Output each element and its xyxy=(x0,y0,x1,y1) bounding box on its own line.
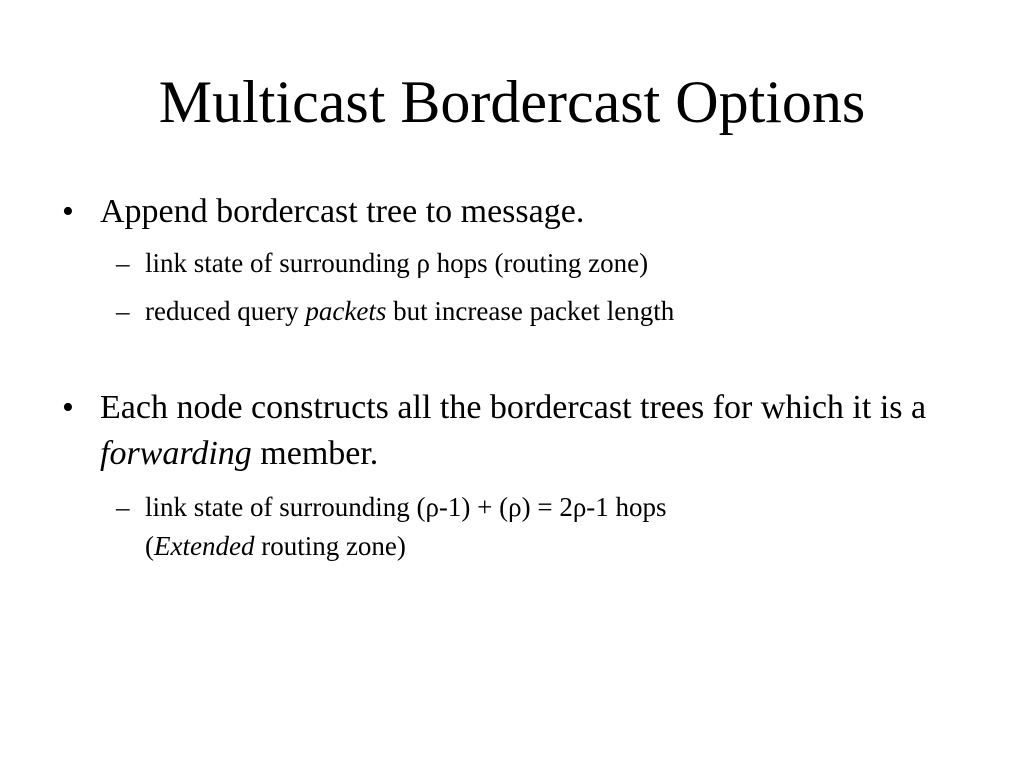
sub-bullet-marker: – xyxy=(116,492,130,522)
sub-bullet-text-end: routing zone) xyxy=(254,531,406,561)
bullet-marker: • xyxy=(62,389,74,426)
sub-bullet-text-start: ( xyxy=(145,531,154,561)
sub-bullet-marker: – xyxy=(116,296,130,326)
emphasis-text: packets xyxy=(305,296,387,326)
sub-bullet-marker: – xyxy=(116,248,130,278)
bullet-text xyxy=(100,385,930,477)
bullet-text: Append bordercast tree to message. xyxy=(100,193,585,230)
sub-bullet-line-1: link state of surrounding (ρ-1) + (ρ) = 2ρ-1 hops xyxy=(145,492,667,522)
sub-bullet-text xyxy=(145,488,925,566)
sub-bullet-text: link state of surrounding ρ hops (routing zone) xyxy=(145,248,649,278)
emphasis-text: forwarding xyxy=(100,435,252,472)
bullet-text-end: member. xyxy=(251,435,379,472)
sub-bullet-text xyxy=(145,292,925,331)
bullet-marker: • xyxy=(62,193,74,230)
sub-bullet-text-end: but increase packet length xyxy=(386,296,675,326)
sub-bullet-text-start: reduced query xyxy=(145,296,306,326)
bullet-text-start: Each node constructs all the bordercast trees for which it is a xyxy=(100,389,927,426)
slide-title: Multicast Bordercast Options xyxy=(158,69,866,135)
emphasis-text: Extended xyxy=(154,531,255,561)
